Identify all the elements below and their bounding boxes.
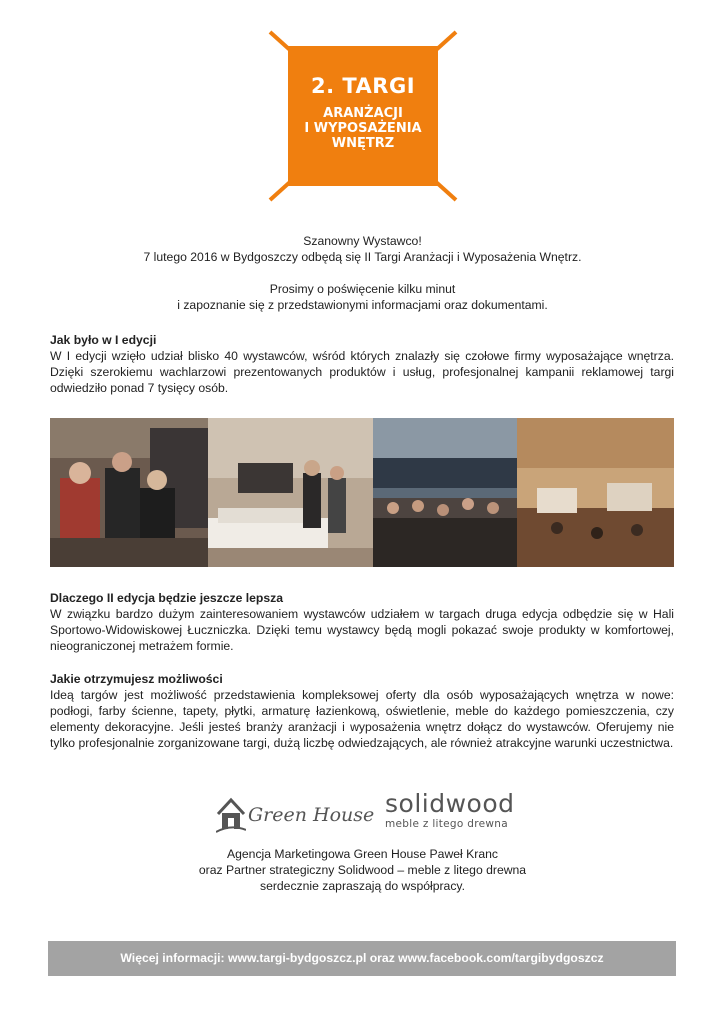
- photo-hall: [373, 418, 517, 567]
- solidwood-name: solidwood: [385, 789, 515, 818]
- greeting: Szanowny Wystawco!: [303, 234, 422, 248]
- logo-line-2: I WYPOSAŻENIA: [304, 121, 422, 136]
- footer-info-bar: Więcej informacji: www.targi-bydgoszcz.pl oraz www.facebook.com/targibydgoszcz: [48, 941, 676, 976]
- request-line-1: Prosimy o poświęcenie kilku minut: [269, 282, 456, 296]
- closing-block: [50, 846, 675, 894]
- solidwood-tagline: meble z litego drewna: [385, 818, 508, 830]
- logo-title: 2. TARGI: [310, 74, 416, 98]
- house-icon: [216, 794, 246, 834]
- section-heading: Jak było w I edycji: [50, 333, 157, 347]
- logo-subtitle: [288, 106, 438, 151]
- photo-furniture: [208, 418, 373, 567]
- section-body: Ideą targów jest możliwość przedstawienia kompleksowej oferty dla osób wyposażających wnętrza w nowe: podłogi, farby ścienne, tapety, płytki, armaturę łazienkową, oświetlenie, meble do każdego pomieszczenia, czy elementy dekoracyjne. Jeśli jesteś branży aranżacji i wyposażenia wnętrz dołącz do wystawców. Oferujemy nie tylko profesjonalnie zorganizowane targi, dużą liczbę odwiedzających, ale również atrakcyjne warunki uczestnictwa.: [50, 688, 674, 750]
- partner-logos: [0, 790, 725, 840]
- section-body: W związku bardzo dużym zainteresowaniem wystawców udziałem w targach druga edycja odbędzie się w Hali Sportowo-Widowiskowej Łuczniczka. Dzięki temu wystawcy będą mogli pokazać swoje produkty w komfortowej, nieograniczonej metrażem formie.: [50, 607, 674, 653]
- solidwood-logo: [385, 790, 515, 830]
- greenhouse-logo: [216, 794, 375, 834]
- section-body: W I edycji wzięło udział blisko 40 wystawców, wśród których znalazły się czołowe firmy wyposażające wnętrza. Dzięki szerokiemu wachlarzowi prezentowanych produktów i usług, profesjonalnej kampanii reklamowej targi odwiedziło ponad 7 tysięcy osób.: [50, 349, 674, 395]
- logo-box: [288, 46, 438, 186]
- event-logo: [268, 30, 458, 202]
- request-line-2: i zapoznanie się z przedstawionymi informacjami oraz dokumentami.: [177, 298, 548, 312]
- photo-arena: [517, 418, 674, 567]
- section-heading: Dlaczego II edycja będzie jeszcze lepsza: [50, 591, 284, 605]
- section-first-edition: [50, 332, 674, 396]
- section-second-edition: [50, 590, 674, 654]
- logo-line-3: WNĘTRZ: [331, 136, 395, 151]
- closing-line-1: Agencja Marketingowa Green House Paweł Kranc: [227, 847, 498, 861]
- intro-block: [50, 233, 675, 313]
- section-opportunities: [50, 671, 674, 751]
- date-line: 7 lutego 2016 w Bydgoszczy odbędą się II Targi Aranżacji i Wyposażenia Wnętrz.: [143, 250, 582, 264]
- photo-strip: [50, 418, 674, 567]
- photo-exhibitors: [50, 418, 208, 567]
- closing-line-3: serdecznie zapraszają do współpracy.: [259, 879, 466, 893]
- logo-line-1: ARANŻACJI: [323, 106, 403, 121]
- section-heading: Jakie otrzymujesz możliwości: [50, 672, 223, 686]
- greenhouse-name: Green House: [248, 804, 375, 826]
- closing-line-2: oraz Partner strategiczny Solidwood – meble z litego drewna: [198, 863, 527, 877]
